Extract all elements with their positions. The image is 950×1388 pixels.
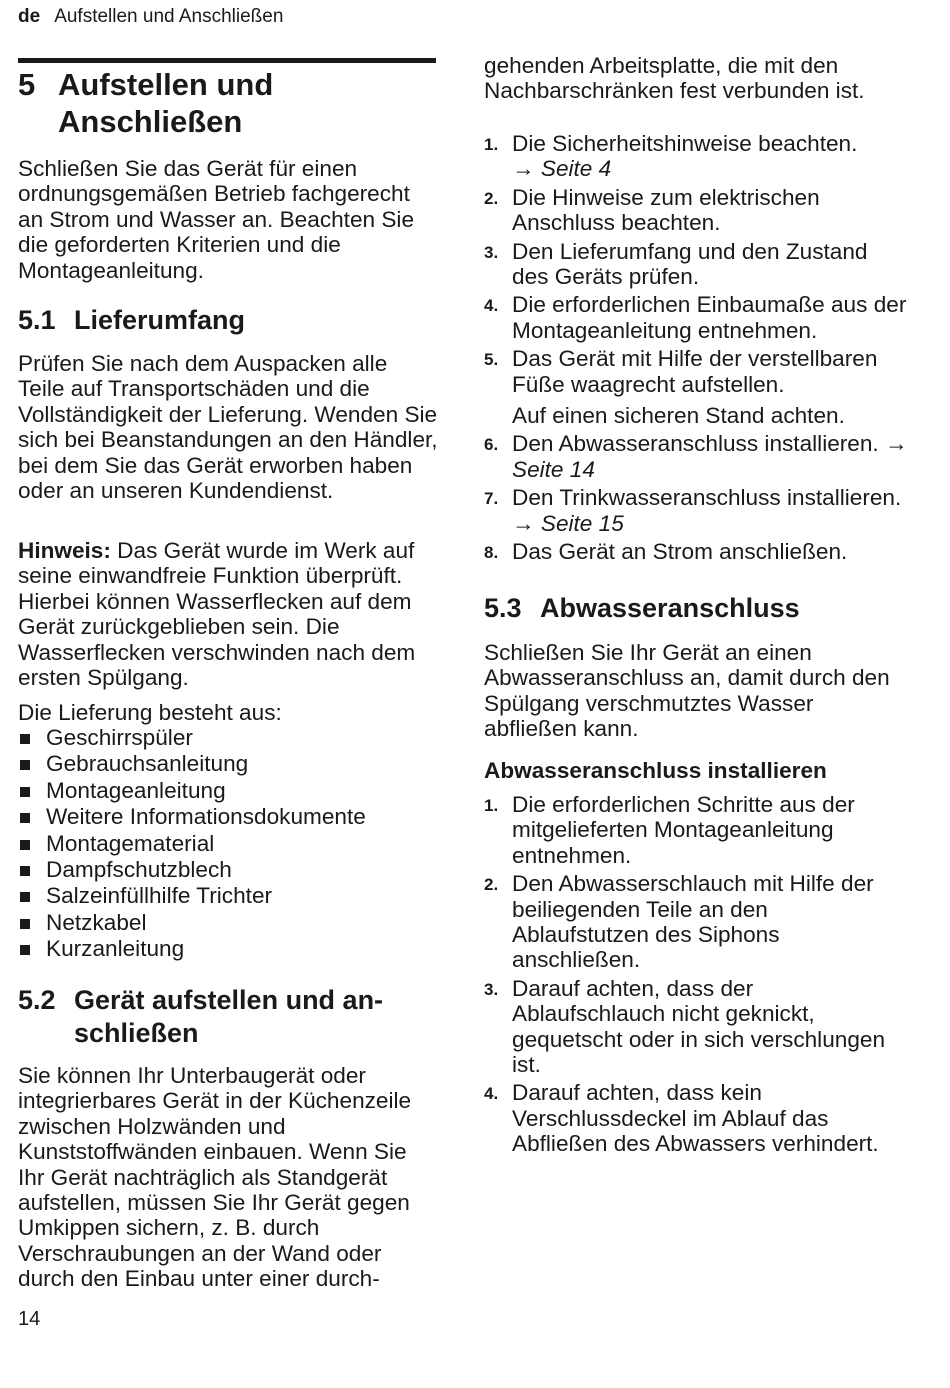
section-title-line1: Gerät aufstellen und an-	[74, 985, 384, 1015]
arrow-right-icon: →	[512, 510, 535, 536]
step-text: Die Sicherheitshinweise beachten.	[512, 131, 858, 156]
step-item	[484, 871, 909, 973]
hint-paragraph	[18, 538, 438, 690]
section-number: 5.2	[18, 985, 56, 1015]
step-text: Den Abwasserschlauch mit Hilfe der beiliegenden Teile an den Ablaufstutzen des Siphons anschließen.	[512, 871, 874, 973]
language-code: de	[18, 6, 41, 27]
step-item	[484, 292, 909, 343]
s51-paragraph: Prüfen Sie nach dem Auspacken alle Teile auf Transportschäden und die Vollständigkeit der Lieferung. Wenden Sie sich bei Beanstandungen an den Händler, bei dem Sie das Gerät erworben haben oder an unseren Kundendienst.	[18, 351, 438, 504]
running-header	[18, 6, 283, 28]
step-number: 4.	[484, 296, 499, 316]
page-number: 14	[18, 1308, 41, 1330]
step-text: Darauf achten, dass der Ablaufschlauch nicht geknickt, gequetscht oder in sich verschlungen ist.	[512, 975, 886, 1078]
step-number: 2.	[484, 875, 499, 895]
section-5-3-heading	[484, 592, 800, 625]
step-text: Darauf achten, dass kein Verschlussdeckel im Ablauf das Abfließen des Abwassers verhindert.	[512, 1080, 879, 1157]
chapter-title-line1: Aufstellen und	[58, 67, 274, 102]
step-number: 8.	[484, 543, 499, 563]
list-item: Salzeinfüllhilfe Trichter	[18, 883, 438, 909]
section-title-line2: schließen	[74, 1018, 199, 1048]
s52-paragraph-continued: gehenden Arbeitsplatte, die mit den Nachbarschränken fest verbunden ist.	[484, 53, 865, 104]
step-number: 1.	[484, 135, 499, 154]
section-number: 5.3	[484, 593, 522, 623]
step-text: Die erforderlichen Schritte aus der mitgelieferten Montageanleitung entnehmen.	[512, 792, 855, 868]
step-number: 6.	[484, 435, 499, 455]
step-text: Das Gerät mit Hilfe der verstellbaren Füße waagrecht aufstellen.	[512, 346, 878, 397]
step-number: 3.	[484, 979, 499, 999]
hint-text: Das Gerät wurde im Werk auf seine einwandfreie Funktion überprüft. Hierbei können Wasserflecken auf dem Gerät zurückgeblieben sein. Die Wasserflecken verschwinden nach dem ersten Spülgang.	[18, 538, 416, 691]
step-text: Das Gerät an Strom anschließen.	[512, 539, 848, 565]
list-item: Montageanleitung	[18, 778, 438, 804]
step-number: 1.	[484, 796, 499, 815]
page-ref-text: Seite 4	[540, 156, 612, 182]
page-reference	[512, 511, 624, 536]
list-item: Weitere Informationsdokumente	[18, 804, 438, 830]
header-section-title: Aufstellen und Anschließen	[54, 6, 284, 27]
step-text: Den Abwasseranschluss installieren.	[512, 431, 879, 457]
step-item	[484, 792, 909, 868]
step-text: Den Lieferumfang und den Zustand des Geräts prüfen.	[512, 238, 868, 290]
step-item	[484, 431, 909, 482]
chapter-intro: Schließen Sie das Gerät für einen ordnungsgemäßen Betrieb fachgerecht an Strom und Wasser an. Beachten Sie die geforderten Kriterien und die Montageanleitung.	[18, 156, 415, 283]
step-item	[484, 976, 909, 1078]
step-text: Die erforderlichen Einbaumaße aus der Montageanleitung entnehmen.	[512, 292, 907, 343]
step-item	[484, 185, 909, 236]
step-item	[484, 1080, 909, 1156]
list-item: Kurzanleitung	[18, 936, 438, 962]
step-item	[484, 539, 909, 564]
s52-paragraph: Sie können Ihr Unterbaugerät oder integrierbares Gerät in der Küchenzeile zwischen Holzwänden und Kunststoffwänden einbauen. Wenn Sie Ihr Gerät nachträglich als Standgerät aufstellen, müssen Sie Ihr Gerät gegen Umkippen sichern, z. B. durch Verschraubungen an der Wand oder durch den Einbau unter einer durch-	[18, 1063, 412, 1292]
page-ref-text: Seite 14	[512, 456, 595, 482]
s52-steps	[484, 131, 909, 565]
page-reference	[512, 156, 611, 181]
step-item	[484, 346, 909, 428]
step-number: 2.	[484, 188, 499, 208]
arrow-right-icon: →	[885, 431, 908, 457]
arrow-right-icon: →	[512, 156, 535, 182]
step-number: 3.	[484, 242, 499, 262]
section-number: 5.1	[18, 305, 56, 335]
step-item	[484, 485, 909, 536]
section-5-2-heading	[18, 984, 448, 1050]
section-5-1-heading	[18, 304, 245, 337]
chapter-number: 5	[18, 67, 36, 102]
list-item: Netzkabel	[18, 910, 438, 936]
step-number: 5.	[484, 350, 499, 370]
step-item	[484, 239, 909, 290]
chapter-rule	[18, 58, 436, 63]
list-item: Gebrauchsanleitung	[18, 751, 438, 777]
step-number: 4.	[484, 1084, 499, 1104]
section-title: Abwasseranschluss	[540, 593, 800, 623]
step-item	[484, 131, 909, 182]
list-item: Montagematerial	[18, 831, 438, 857]
hint-label: Hinweis:	[18, 538, 111, 563]
s53-subtitle: Abwasseranschluss installieren	[484, 758, 827, 783]
s53-paragraph: Schließen Sie Ihr Gerät an einen Abwasseranschluss an, damit durch den Spülgang verschmutztes Wasser abfließen kann.	[484, 640, 890, 742]
step-text: Den Trinkwasseranschluss installieren.	[512, 485, 902, 511]
chapter-title-line2: Anschließen	[58, 104, 243, 139]
s53-steps	[484, 792, 909, 1157]
delivery-list	[18, 725, 438, 963]
page-ref-text: Seite 15	[540, 510, 624, 536]
list-item: Dampfschutzblech	[18, 857, 438, 883]
section-title: Lieferumfang	[74, 305, 246, 335]
chapter-title	[18, 66, 273, 140]
step-text: Die Hinweise zum elektrischen Anschluss beachten.	[512, 184, 820, 236]
list-item: Geschirrspüler	[18, 725, 438, 751]
delivery-list-intro: Die Lieferung besteht aus:	[18, 700, 282, 725]
step-number: 7.	[484, 489, 499, 509]
step-note: Auf einen sicheren Stand achten.	[512, 403, 845, 429]
